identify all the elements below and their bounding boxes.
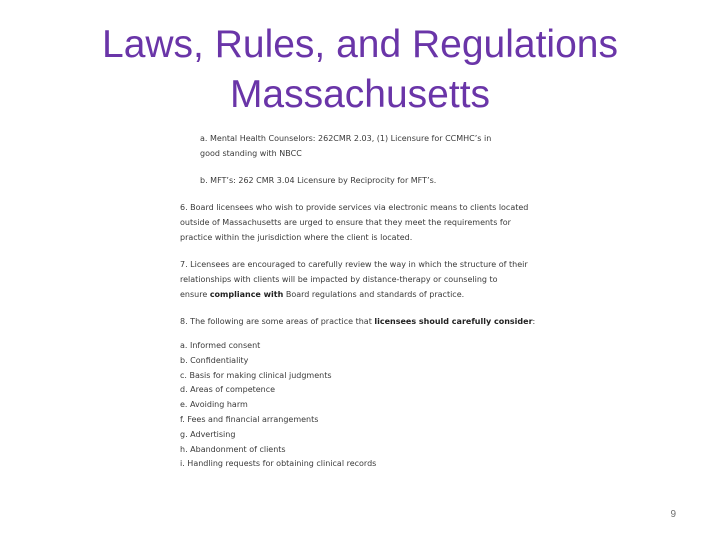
paragraph-8-post: :: [532, 317, 536, 326]
list-item: e. Avoiding harm: [180, 400, 248, 410]
list-item: b. Confidentiality: [180, 355, 249, 365]
paragraph-7-line-2: relationships with clients will be impacted by distance-therapy or counseling to: [180, 275, 498, 284]
paragraph-7-line-1: 7. Licensees are encouraged to carefully review the way in which the structure of their: [180, 260, 528, 269]
paragraph-8: [180, 314, 540, 329]
paragraph-8-bold: licensees should carefully consider: [374, 317, 533, 326]
list-item: d. Areas of competence: [180, 385, 276, 395]
list-item: g. Advertising: [180, 429, 236, 439]
paragraph-8-text: [180, 314, 540, 329]
slide-title: [0, 20, 720, 120]
areas-list: [180, 339, 540, 472]
list-item: i. Handling requests for obtaining clinical records: [180, 459, 377, 469]
page-number: 9: [670, 509, 676, 520]
slide-content: [180, 131, 540, 472]
spacer: [180, 245, 540, 257]
list-item: c. Basis for making clinical judgments: [180, 370, 332, 380]
list-item: f. Fees and financial arrangements: [180, 414, 319, 424]
item-a: [180, 131, 540, 161]
item-b: [180, 173, 540, 188]
list-item: a. Informed consent: [180, 341, 261, 350]
paragraph-7-line-3-pre: ensure: [180, 290, 210, 299]
paragraph-7-line-3: [180, 287, 540, 302]
paragraph-7-line-3-post: Board regulations and standards of practice.: [283, 290, 465, 299]
spacer: [180, 161, 540, 173]
paragraph-6-line-2: outside of Massachusetts are urged to ensure that they meet the requirements for: [180, 218, 511, 227]
paragraph-7-bold: compliance with: [209, 290, 284, 299]
paragraph-7: [180, 257, 540, 302]
spacer: [180, 329, 540, 339]
item-a-line-1: a. Mental Health Counselors: 262CMR 2.03, (1) Licensure for CCMHC’s in: [200, 134, 492, 143]
item-b-text: b. MFT’s: 262 CMR 3.04 Licensure by Reciprocity for MFT’s.: [200, 176, 437, 185]
title-line-2: Massachusetts: [229, 73, 491, 116]
paragraph-6-line-3: practice within the jurisdiction where the client is located.: [180, 233, 413, 242]
list-item: h. Abandonment of clients: [180, 444, 286, 454]
title-line-1: Laws, Rules, and Regulations: [102, 23, 618, 66]
spacer: [180, 302, 540, 314]
item-a-line-2: good standing with NBCC: [200, 149, 302, 158]
paragraph-8-pre: 8. The following are some areas of practice that: [180, 317, 375, 326]
spacer: [180, 188, 540, 200]
paragraph-6-line-1: 6. Board licensees who wish to provide services via electronic means to clients located: [180, 203, 529, 212]
paragraph-6: [180, 200, 540, 245]
